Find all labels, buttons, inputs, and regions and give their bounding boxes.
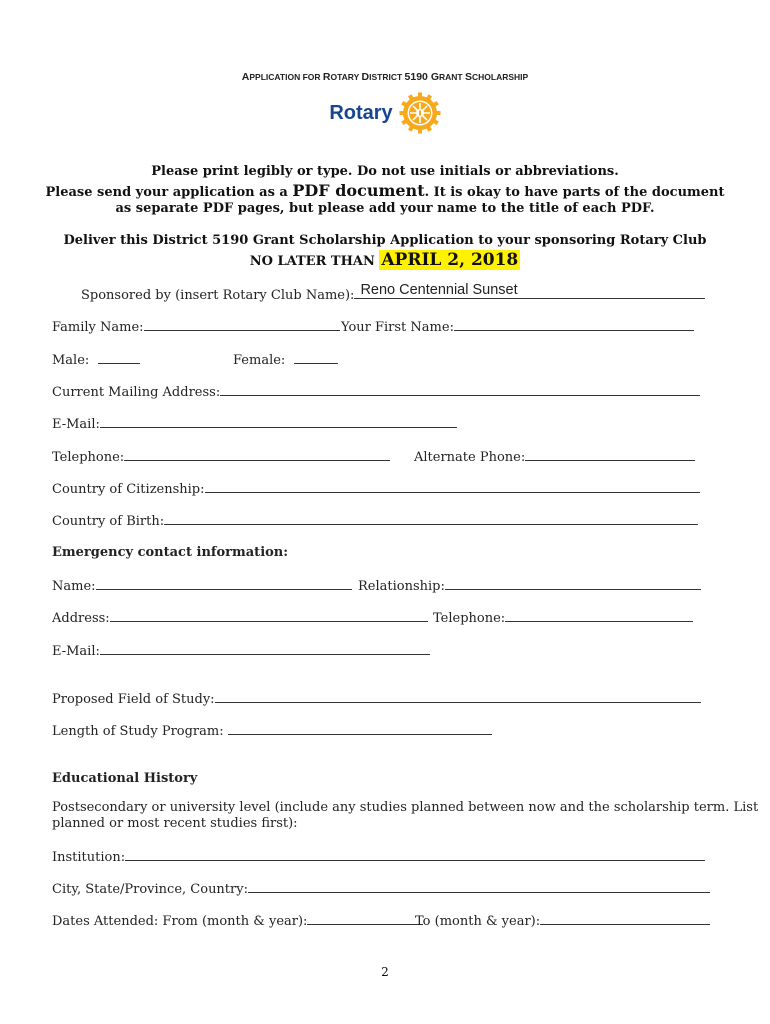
- mailing-address-field[interactable]: [52, 383, 700, 400]
- citizenship-label: Country of Citizenship:: [52, 482, 205, 497]
- form-title: [0, 71, 770, 83]
- title-part: D: [361, 71, 370, 83]
- education-heading: Educational History: [52, 771, 198, 786]
- city-state-country-field[interactable]: [52, 880, 710, 897]
- emergency-email-field[interactable]: [52, 642, 430, 659]
- title-part: RANT: [438, 72, 465, 82]
- dates-from-label: Dates Attended: From (month & year):: [52, 914, 308, 929]
- page-number: 2: [381, 965, 389, 979]
- citizenship-field[interactable]: [52, 480, 700, 497]
- institution-label: Institution:: [52, 850, 126, 865]
- title-part: R: [322, 71, 331, 83]
- title-part: PPLICATION FOR: [249, 72, 323, 82]
- emergency-heading: Emergency contact information:: [52, 545, 289, 560]
- dates-to-field[interactable]: [415, 912, 710, 929]
- instruction-line-3: as separate PDF pages, but please add your name to the title of each PDF.: [115, 201, 655, 216]
- male-label: Male:: [52, 353, 90, 368]
- dates-to-label: To (month & year):: [415, 914, 541, 929]
- family-name-label: Family Name:: [52, 320, 144, 335]
- telephone-label: Telephone:: [52, 450, 125, 465]
- deadline: [0, 250, 770, 270]
- alternate-phone-label: Alternate Phone:: [414, 450, 526, 465]
- deliver-instruction: Deliver this District 5190 Grant Scholarship Application to your sponsoring Rotary Club: [63, 233, 707, 248]
- instruction-line-1: Please print legibly or type. Do not use initials or abbreviations.: [151, 164, 619, 179]
- emergency-address-field[interactable]: [52, 609, 428, 626]
- study-length-label: Length of Study Program:: [52, 724, 224, 739]
- emergency-name-label: Name:: [52, 579, 96, 594]
- first-name-field[interactable]: [341, 318, 694, 335]
- title-part: A: [241, 71, 250, 83]
- telephone-field[interactable]: [52, 448, 390, 465]
- city-state-country-label: City, State/Province, Country:: [52, 882, 248, 897]
- birth-country-label: Country of Birth:: [52, 514, 165, 529]
- title-part: CHOLARSHIP: [471, 72, 529, 82]
- rotary-wheel-icon: [399, 92, 441, 134]
- field-of-study-field[interactable]: [52, 690, 701, 707]
- education-description-1: Postsecondary or university level (include any studies planned between now and the scholarship term. List: [52, 800, 759, 815]
- title-part: G: [430, 71, 439, 83]
- sponsored-by-label: Sponsored by (insert Rotary Club Name):: [81, 288, 355, 303]
- emergency-telephone-label: Telephone:: [433, 611, 506, 626]
- male-field[interactable]: [52, 351, 140, 368]
- relationship-label: Relationship:: [358, 579, 445, 594]
- emergency-email-label: E-Mail:: [52, 644, 100, 659]
- family-name-field[interactable]: [52, 318, 340, 335]
- first-name-label: Your First Name:: [341, 320, 454, 335]
- emergency-telephone-field[interactable]: [433, 609, 693, 626]
- education-description-2: planned or most recent studies first):: [52, 816, 298, 831]
- email-label: E-Mail:: [52, 417, 100, 432]
- rotary-logo-text: Rotary: [329, 101, 393, 124]
- dates-from-field[interactable]: [52, 912, 423, 929]
- field-of-study-label: Proposed Field of Study:: [52, 692, 215, 707]
- institution-field[interactable]: [52, 848, 705, 865]
- rotary-logo: [0, 92, 770, 134]
- instruction-text: Please send your application as a: [45, 185, 293, 200]
- pdf-document-text: PDF document: [292, 181, 425, 200]
- alternate-phone-field[interactable]: [414, 448, 695, 465]
- title-part: OTARY: [330, 72, 362, 82]
- study-length-field[interactable]: [52, 722, 492, 739]
- title-part: 5190: [404, 71, 431, 83]
- relationship-field[interactable]: [358, 577, 701, 594]
- female-field[interactable]: [233, 351, 338, 368]
- email-field[interactable]: [52, 415, 457, 432]
- deadline-date: APRIL 2, 2018: [381, 250, 519, 270]
- deadline-prefix: NO LATER THAN: [249, 254, 380, 269]
- title-part: ISTRICT: [369, 72, 405, 82]
- instruction-line-2: [0, 181, 770, 200]
- sponsored-by-value[interactable]: Reno Centennial Sunset: [360, 282, 518, 298]
- female-label: Female:: [233, 353, 286, 368]
- emergency-name-field[interactable]: [52, 577, 352, 594]
- sponsored-by-field[interactable]: [81, 282, 705, 303]
- mailing-address-label: Current Mailing Address:: [52, 385, 221, 400]
- instruction-text: . It is okay to have parts of the document: [424, 185, 725, 200]
- emergency-address-label: Address:: [52, 611, 110, 626]
- birth-country-field[interactable]: [52, 512, 698, 529]
- title-part: S: [464, 71, 472, 83]
